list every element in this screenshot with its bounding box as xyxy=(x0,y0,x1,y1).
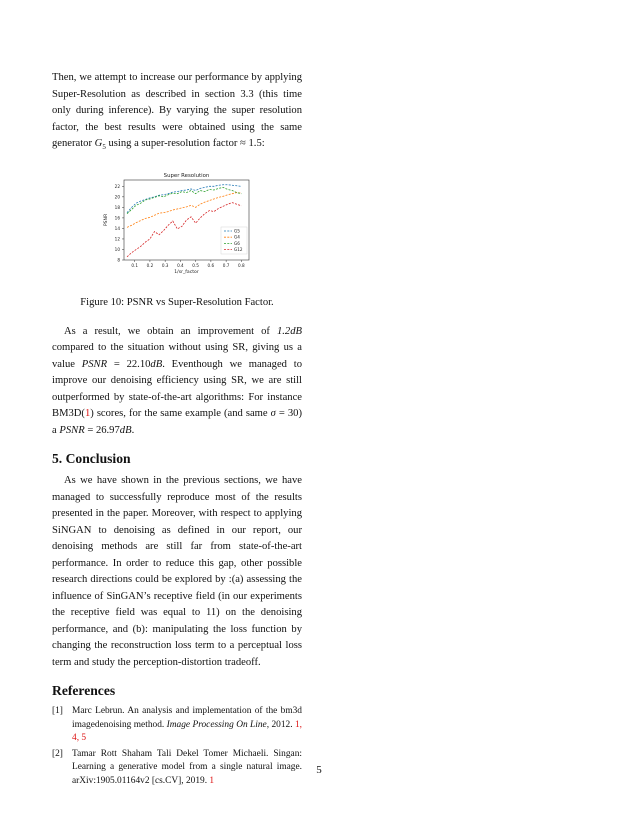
result-text-3: = 22.10 xyxy=(107,358,151,370)
reference-backrefs[interactable]: 1 xyxy=(209,776,215,787)
x-tick-label: 0.6 xyxy=(207,262,215,268)
result-text-7: = 26.97 xyxy=(84,424,120,436)
legend-label: G4 xyxy=(234,234,240,240)
result-paragraph xyxy=(52,324,302,440)
result-math-5: PSNR xyxy=(59,424,85,436)
x-tick-label: 0.8 xyxy=(238,262,245,268)
chart-title: Super Resolution xyxy=(163,172,210,179)
x-tick-label: 0.5 xyxy=(192,262,199,268)
result-text-6: = 30) a xyxy=(52,408,302,436)
conclusion-paragraph: As we have shown in the previous sections, we have managed to successfully reproduce most of the results presented in the paper. Moreover, with respect to applying SiNGAN to denoising as defined in our report, our denoising methods are still far from state-of-the-art performance. In order to reduce this gap, other possible research directions could be explored by :(a) assessing the influence of SinGAN’s receptive field (in our experiments the receptive field was equal to 11) on the denoising performance, and (b): manipulating the loss function by changing the reconstruction loss term to a perceptual loss term and study the perception-distortion tradeoff. xyxy=(52,475,302,668)
conclusion-heading: 5. Conclusion xyxy=(52,451,131,467)
result-math-1: 1.2dB xyxy=(276,325,302,337)
result-math-2: PSNR xyxy=(81,358,108,370)
legend-label: G6 xyxy=(234,240,240,246)
x-axis-label: 1/sr_factor xyxy=(174,269,199,275)
x-tick-label: 0.3 xyxy=(161,262,169,268)
reference-item xyxy=(52,705,302,746)
intro-line-1: Then, we attempt to increase our performance by applying xyxy=(52,72,302,83)
citation-link[interactable]: 1 xyxy=(84,408,91,420)
reference-text: Tamar Rott Shaham Tali Dekel Tomer Michaeli. Singan: Learning a generative model from a single natural image. arXiv:1905.01164v2 [cs.CV], 2019. xyxy=(72,748,302,787)
intro-line-2: Super-Resolution as described in section 3.3 (this time only xyxy=(52,88,302,116)
result-text-8: . xyxy=(131,424,135,436)
reference-text: Marc Lebrun. An analysis and implementation of the bm3d imagedenoising method. xyxy=(72,706,302,730)
x-tick-label: 0.2 xyxy=(146,262,154,268)
figure-psnr-chart xyxy=(52,165,302,287)
series-line-g6 xyxy=(127,187,241,213)
generator-symbol: G xyxy=(94,138,103,149)
y-axis-label: PSNR xyxy=(104,213,109,226)
result-math-4: σ xyxy=(270,408,276,420)
references-list xyxy=(52,705,302,789)
x-tick-label: 0.7 xyxy=(222,262,230,268)
result-text-2: compared to the situation without using SR, giving us a value xyxy=(52,342,302,370)
reference-number: [1] xyxy=(52,706,63,717)
result-math-6: dB xyxy=(119,424,132,436)
series-line-g5 xyxy=(127,184,241,212)
result-text-5: ) scores, for the same example (and same xyxy=(90,408,271,420)
series-line-g4 xyxy=(127,192,241,227)
intro-line-4: the best results were obtained using the same generator xyxy=(52,121,302,149)
y-tick-label: 16 xyxy=(114,215,120,221)
y-tick-label: 14 xyxy=(114,225,120,231)
legend-label: G12 xyxy=(234,246,243,252)
y-tick-label: 12 xyxy=(114,236,120,242)
legend-label: G5 xyxy=(234,228,240,234)
y-tick-label: 10 xyxy=(114,246,120,252)
reference-rest: , 2012. xyxy=(266,719,295,730)
generator-subscript: 5 xyxy=(102,143,106,152)
y-tick-label: 20 xyxy=(114,193,120,199)
result-text-1: As a result, we obtain an improvement of xyxy=(64,325,277,337)
reference-number: [2] xyxy=(52,748,63,759)
reference-body xyxy=(72,705,302,746)
intro-paragraph xyxy=(52,70,302,156)
psnr-chart xyxy=(52,165,302,287)
page-number: 5 xyxy=(316,764,322,776)
reference-venue: Image Processing On Line xyxy=(166,719,267,730)
main-column xyxy=(52,70,302,791)
y-tick-label: 22 xyxy=(114,183,120,189)
x-tick-label: 0.4 xyxy=(177,262,184,268)
figure-caption: Figure 10: PSNR vs Super-Resolution Factor. xyxy=(80,296,274,308)
result-math-3: dB xyxy=(150,358,163,370)
x-tick-label: 0.1 xyxy=(131,262,139,268)
intro-line-3: during inference). By varying the super resolution factor, xyxy=(52,105,303,133)
y-tick-label: 8 xyxy=(117,257,120,263)
intro-line-5: using a super-resolution factor ≈ 1.5: xyxy=(108,138,265,149)
reference-backrefs[interactable]: 1, 4, 5 xyxy=(72,719,302,744)
result-text-4: . Eventhough we managed to improve our denoising efficiency using SR, we are still outperformed by state-of-the-art algorithms: For instance BM3D( xyxy=(52,358,302,420)
references-heading: References xyxy=(52,683,116,699)
y-tick-label: 18 xyxy=(114,204,120,210)
